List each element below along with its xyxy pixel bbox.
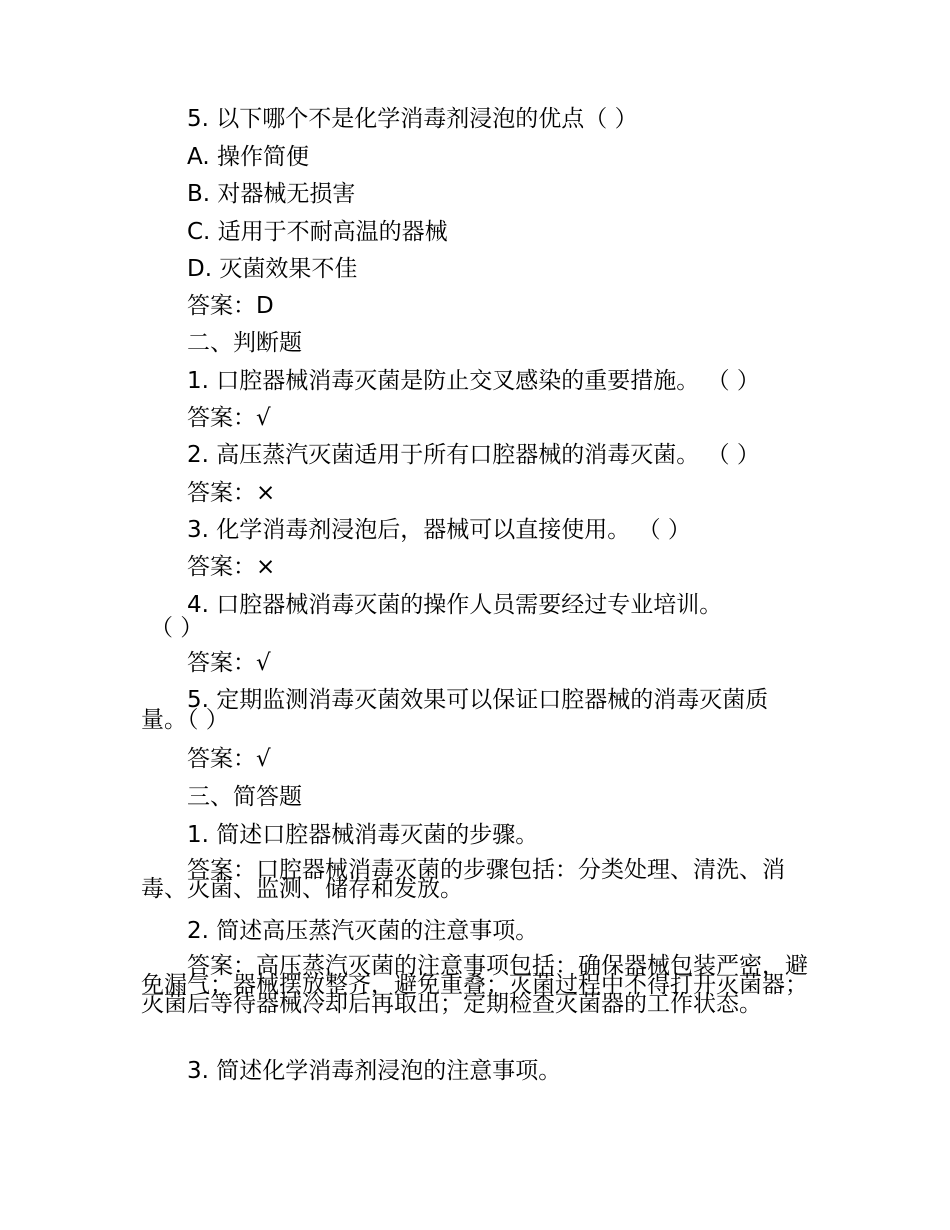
judge-question-3: 3. 化学消毒剂浸泡后，器械可以直接使用。 （ ）: [187, 517, 691, 543]
mc-answer-5: 答案：D: [187, 293, 274, 319]
judge-answer-3: 答案：×: [187, 554, 276, 580]
judge-answer-2: 答案：×: [187, 480, 276, 506]
section-heading-judge: 二、判断题: [187, 330, 302, 356]
short-answer-2: 答案：高压蒸汽灭菌的注意事项包括：确保器械包装严密，避免漏气；器械摆放整齐，避免重叠；灭菌过程中不得打开灭菌器；灭菌后等待器械冷却后再取出；定期检查灭菌器的工作状态。: [141, 953, 808, 1017]
judge-answer-5: 答案：√: [187, 746, 271, 772]
mc-option-d: D. 灭菌效果不佳: [187, 256, 358, 282]
judge-answer-4: 答案：√: [187, 650, 271, 676]
judge-question-4: 4. 口腔器械消毒灭菌的操作人员需要经过专业培训。: [187, 592, 723, 618]
short-question-3: 3. 简述化学消毒剂浸泡的注意事项。: [187, 1058, 562, 1084]
mc-option-c: C. 适用于不耐高温的器械: [187, 219, 448, 245]
mc-question-5: 5. 以下哪个不是化学消毒剂浸泡的优点（ ）: [187, 106, 638, 132]
short-answer-1: 答案：口腔器械消毒灭菌的步骤包括：分类处理、清洗、消毒、灭菌、监测、储存和发放。: [141, 857, 785, 902]
short-question-1: 1. 简述口腔器械消毒灭菌的步骤。: [187, 822, 539, 848]
mc-option-a: A. 操作简便: [187, 144, 309, 170]
section-heading-short: 三、简答题: [187, 784, 302, 810]
judge-answer-1: 答案：√: [187, 405, 271, 431]
judge-question-1: 1. 口腔器械消毒灭菌是防止交叉感染的重要措施。 （ ）: [187, 368, 760, 394]
judge-question-2: 2. 高压蒸汽灭菌适用于所有口腔器械的消毒灭菌。 （ ）: [187, 442, 760, 468]
mc-option-b: B. 对器械无损害: [187, 181, 356, 207]
short-question-2: 2. 简述高压蒸汽灭菌的注意事项。: [187, 918, 539, 944]
judge-question-5: 5. 定期监测消毒灭菌效果可以保证口腔器械的消毒灭菌质量。（ ）: [141, 687, 769, 733]
judge-question-4-paren: （ ）: [150, 615, 204, 641]
